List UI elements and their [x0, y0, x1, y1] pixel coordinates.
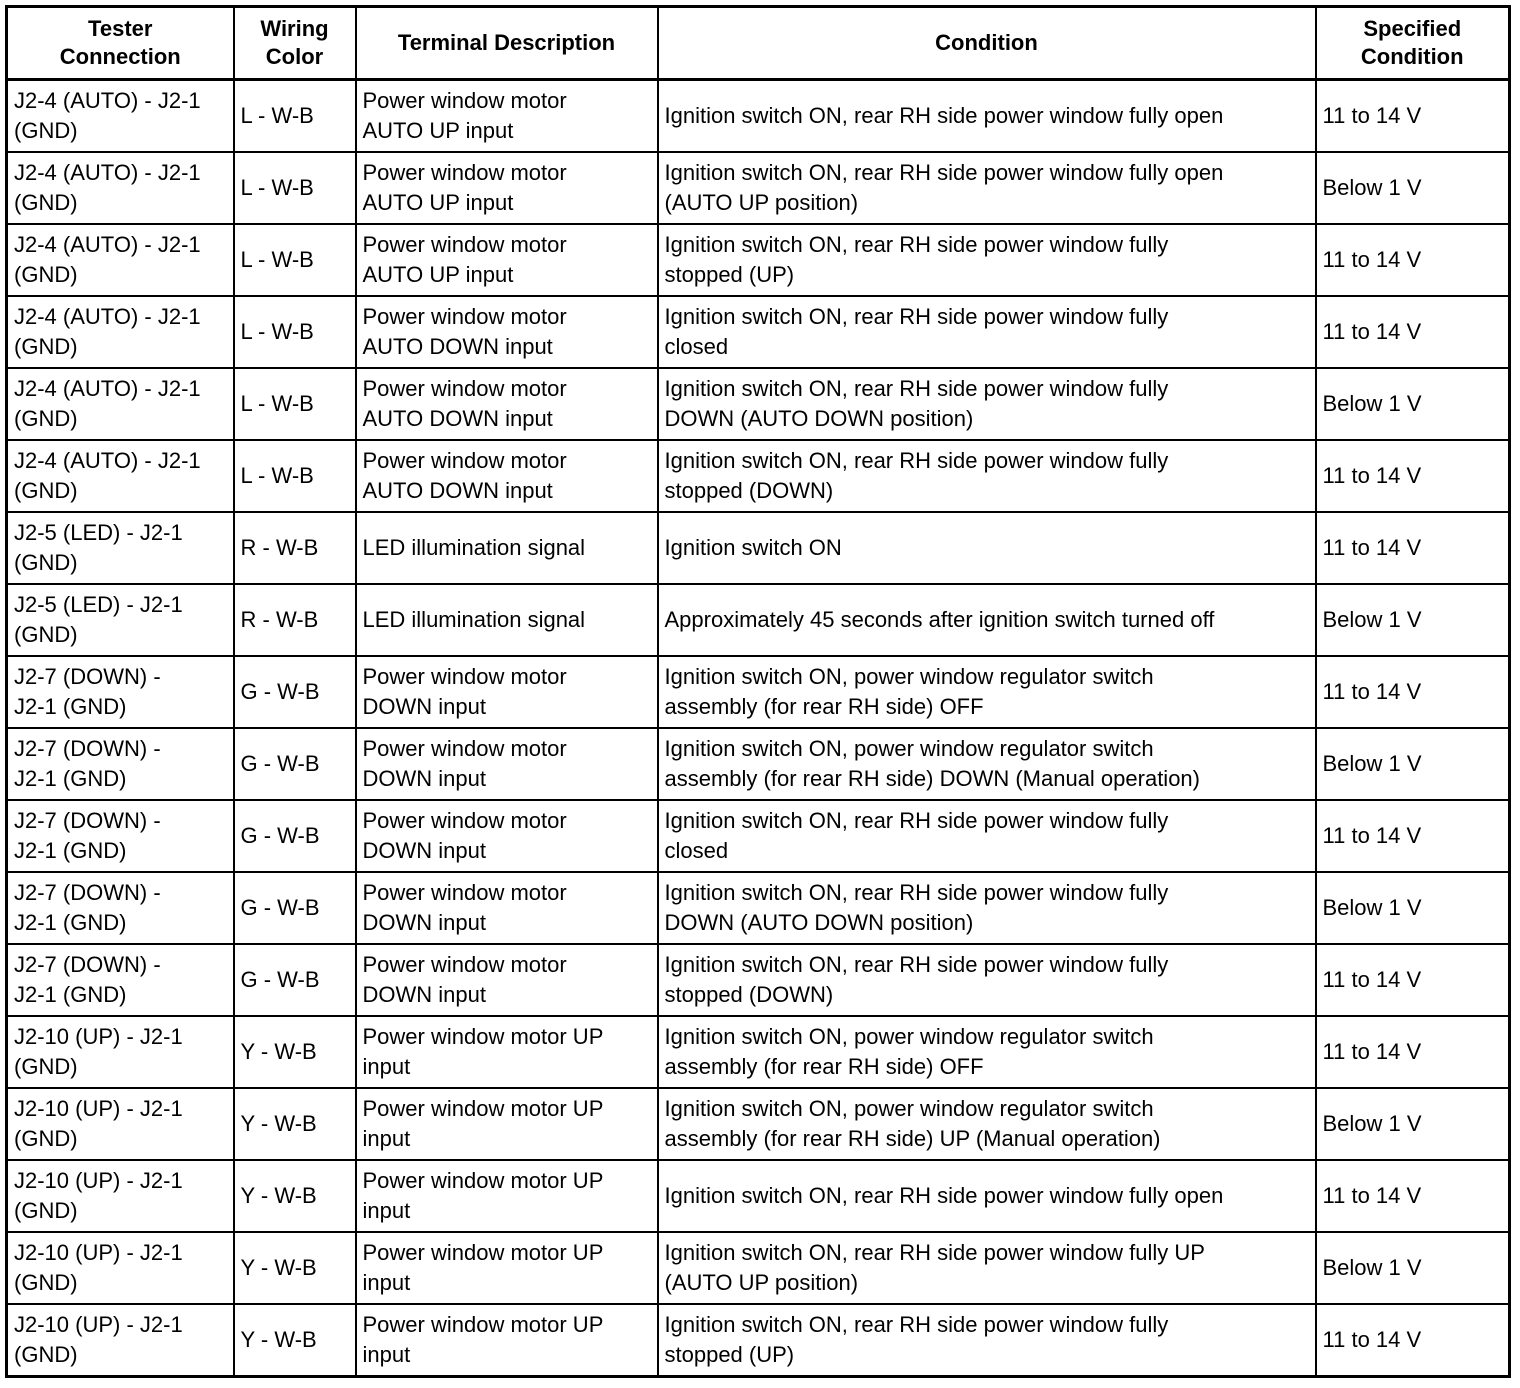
cell-wiring-color: Y - W-B	[234, 1304, 356, 1377]
cell-terminal-description: Power window motor UP input	[356, 1232, 658, 1304]
cell-tester-connection: J2-4 (AUTO) - J2-1 (GND)	[7, 296, 234, 368]
cell-terminal-description: Power window motor UP input	[356, 1088, 658, 1160]
cell-condition: Ignition switch ON, power window regulator switch assembly (for rear RH side) UP (Manual operation)	[658, 1088, 1316, 1160]
cell-tester-connection: J2-7 (DOWN) - J2-1 (GND)	[7, 944, 234, 1016]
cell-tester-connection: J2-10 (UP) - J2-1 (GND)	[7, 1232, 234, 1304]
cell-specified-condition: 11 to 14 V	[1316, 80, 1510, 153]
cell-specified-condition: Below 1 V	[1316, 152, 1510, 224]
table-row	[7, 944, 1510, 1016]
cell-wiring-color: L - W-B	[234, 80, 356, 153]
cell-specified-condition: 11 to 14 V	[1316, 224, 1510, 296]
cell-wiring-color: R - W-B	[234, 584, 356, 656]
cell-terminal-description: LED illumination signal	[356, 584, 658, 656]
cell-condition: Ignition switch ON, rear RH side power window fully open (AUTO UP position)	[658, 152, 1316, 224]
cell-tester-connection: J2-4 (AUTO) - J2-1 (GND)	[7, 368, 234, 440]
cell-specified-condition: Below 1 V	[1316, 368, 1510, 440]
cell-condition: Ignition switch ON, rear RH side power window fully DOWN (AUTO DOWN position)	[658, 368, 1316, 440]
table-row	[7, 80, 1510, 153]
table-row	[7, 872, 1510, 944]
cell-wiring-color: G - W-B	[234, 656, 356, 728]
table-body	[7, 80, 1510, 1377]
cell-terminal-description: Power window motor AUTO UP input	[356, 224, 658, 296]
cell-tester-connection: J2-7 (DOWN) - J2-1 (GND)	[7, 728, 234, 800]
table-row	[7, 368, 1510, 440]
cell-wiring-color: L - W-B	[234, 296, 356, 368]
cell-tester-connection: J2-10 (UP) - J2-1 (GND)	[7, 1304, 234, 1377]
cell-specified-condition: 11 to 14 V	[1316, 512, 1510, 584]
cell-terminal-description: Power window motor AUTO UP input	[356, 152, 658, 224]
cell-condition: Approximately 45 seconds after ignition switch turned off	[658, 584, 1316, 656]
header-condition: Condition	[658, 7, 1316, 80]
table-row	[7, 728, 1510, 800]
cell-specified-condition: 11 to 14 V	[1316, 1160, 1510, 1232]
cell-terminal-description: Power window motor AUTO DOWN input	[356, 296, 658, 368]
table-row	[7, 800, 1510, 872]
cell-wiring-color: G - W-B	[234, 800, 356, 872]
cell-terminal-description: Power window motor UP input	[356, 1016, 658, 1088]
cell-condition: Ignition switch ON, rear RH side power window fully closed	[658, 296, 1316, 368]
cell-condition: Ignition switch ON, power window regulator switch assembly (for rear RH side) DOWN (Manual operation)	[658, 728, 1316, 800]
cell-terminal-description: Power window motor AUTO UP input	[356, 80, 658, 153]
cell-specified-condition: Below 1 V	[1316, 1232, 1510, 1304]
cell-specified-condition: 11 to 14 V	[1316, 1016, 1510, 1088]
cell-tester-connection: J2-5 (LED) - J2-1 (GND)	[7, 512, 234, 584]
table-row	[7, 152, 1510, 224]
cell-wiring-color: G - W-B	[234, 944, 356, 1016]
cell-condition: Ignition switch ON, rear RH side power window fully stopped (DOWN)	[658, 944, 1316, 1016]
cell-condition: Ignition switch ON, power window regulator switch assembly (for rear RH side) OFF	[658, 656, 1316, 728]
cell-wiring-color: L - W-B	[234, 368, 356, 440]
cell-tester-connection: J2-7 (DOWN) - J2-1 (GND)	[7, 872, 234, 944]
cell-terminal-description: Power window motor DOWN input	[356, 656, 658, 728]
cell-terminal-description: Power window motor UP input	[356, 1160, 658, 1232]
cell-condition: Ignition switch ON, power window regulator switch assembly (for rear RH side) OFF	[658, 1016, 1316, 1088]
table-row	[7, 440, 1510, 512]
cell-tester-connection: J2-5 (LED) - J2-1 (GND)	[7, 584, 234, 656]
cell-terminal-description: Power window motor AUTO DOWN input	[356, 368, 658, 440]
cell-tester-connection: J2-10 (UP) - J2-1 (GND)	[7, 1160, 234, 1232]
cell-tester-connection: J2-4 (AUTO) - J2-1 (GND)	[7, 80, 234, 153]
cell-terminal-description: Power window motor DOWN input	[356, 728, 658, 800]
table-row	[7, 512, 1510, 584]
cell-tester-connection: J2-10 (UP) - J2-1 (GND)	[7, 1016, 234, 1088]
table-row	[7, 1304, 1510, 1377]
table-row	[7, 656, 1510, 728]
cell-specified-condition: 11 to 14 V	[1316, 800, 1510, 872]
cell-wiring-color: Y - W-B	[234, 1016, 356, 1088]
table-row	[7, 1160, 1510, 1232]
table-header	[7, 7, 1510, 80]
cell-tester-connection: J2-7 (DOWN) - J2-1 (GND)	[7, 800, 234, 872]
cell-condition: Ignition switch ON, rear RH side power window fully stopped (DOWN)	[658, 440, 1316, 512]
cell-specified-condition: 11 to 14 V	[1316, 944, 1510, 1016]
cell-wiring-color: R - W-B	[234, 512, 356, 584]
cell-specified-condition: 11 to 14 V	[1316, 656, 1510, 728]
cell-specified-condition: Below 1 V	[1316, 872, 1510, 944]
table-row	[7, 1016, 1510, 1088]
cell-condition: Ignition switch ON, rear RH side power window fully DOWN (AUTO DOWN position)	[658, 872, 1316, 944]
cell-wiring-color: Y - W-B	[234, 1232, 356, 1304]
header-row	[7, 7, 1510, 80]
cell-specified-condition: Below 1 V	[1316, 1088, 1510, 1160]
cell-terminal-description: Power window motor DOWN input	[356, 872, 658, 944]
cell-condition: Ignition switch ON, rear RH side power window fully open	[658, 80, 1316, 153]
header-specified-condition: Specified Condition	[1316, 7, 1510, 80]
cell-specified-condition: 11 to 14 V	[1316, 1304, 1510, 1377]
cell-terminal-description: Power window motor UP input	[356, 1304, 658, 1377]
cell-condition: Ignition switch ON	[658, 512, 1316, 584]
cell-tester-connection: J2-4 (AUTO) - J2-1 (GND)	[7, 440, 234, 512]
cell-wiring-color: Y - W-B	[234, 1160, 356, 1232]
cell-wiring-color: L - W-B	[234, 224, 356, 296]
cell-tester-connection: J2-10 (UP) - J2-1 (GND)	[7, 1088, 234, 1160]
table-row	[7, 1232, 1510, 1304]
cell-tester-connection: J2-7 (DOWN) - J2-1 (GND)	[7, 656, 234, 728]
table-row	[7, 224, 1510, 296]
cell-terminal-description: Power window motor AUTO DOWN input	[356, 440, 658, 512]
cell-terminal-description: Power window motor DOWN input	[356, 800, 658, 872]
cell-specified-condition: Below 1 V	[1316, 728, 1510, 800]
cell-condition: Ignition switch ON, rear RH side power window fully closed	[658, 800, 1316, 872]
table-row	[7, 296, 1510, 368]
cell-wiring-color: G - W-B	[234, 728, 356, 800]
cell-condition: Ignition switch ON, rear RH side power window fully stopped (UP)	[658, 1304, 1316, 1377]
cell-tester-connection: J2-4 (AUTO) - J2-1 (GND)	[7, 152, 234, 224]
cell-specified-condition: Below 1 V	[1316, 584, 1510, 656]
cell-wiring-color: L - W-B	[234, 440, 356, 512]
table-row	[7, 1088, 1510, 1160]
cell-terminal-description: Power window motor DOWN input	[356, 944, 658, 1016]
cell-specified-condition: 11 to 14 V	[1316, 440, 1510, 512]
cell-condition: Ignition switch ON, rear RH side power window fully stopped (UP)	[658, 224, 1316, 296]
cell-condition: Ignition switch ON, rear RH side power window fully UP (AUTO UP position)	[658, 1232, 1316, 1304]
specification-table	[5, 5, 1511, 1378]
header-tester-connection: Tester Connection	[7, 7, 234, 80]
cell-wiring-color: L - W-B	[234, 152, 356, 224]
cell-terminal-description: LED illumination signal	[356, 512, 658, 584]
cell-wiring-color: G - W-B	[234, 872, 356, 944]
header-terminal-description: Terminal Description	[356, 7, 658, 80]
cell-condition: Ignition switch ON, rear RH side power window fully open	[658, 1160, 1316, 1232]
cell-tester-connection: J2-4 (AUTO) - J2-1 (GND)	[7, 224, 234, 296]
cell-specified-condition: 11 to 14 V	[1316, 296, 1510, 368]
header-wiring-color: Wiring Color	[234, 7, 356, 80]
cell-wiring-color: Y - W-B	[234, 1088, 356, 1160]
table-row	[7, 584, 1510, 656]
